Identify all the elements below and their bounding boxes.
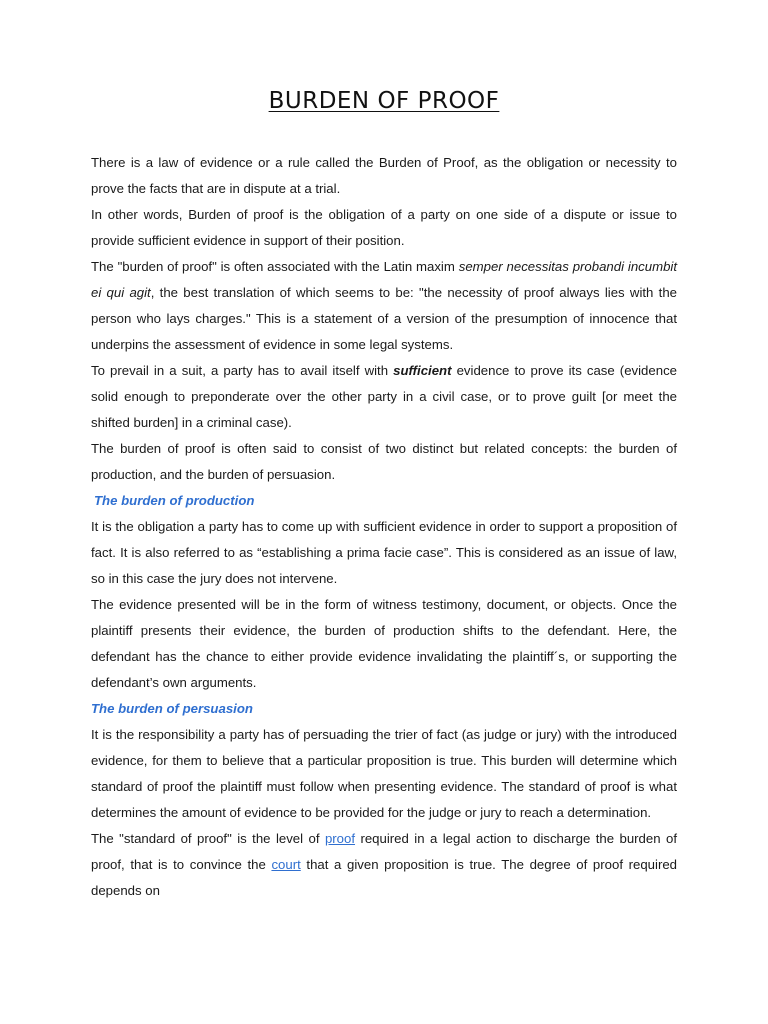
paragraph-production-definition: It is the obligation a party has to come up with sufficient evidence in order to support a proposition of fact. It is also referred to as “establishing a prima facie case”. This is considered as an issue of law, so in this case the jury does not intervene. <box>91 519 677 586</box>
maxim-translation-text: , the best translation of which seems to be: "the necessity of proof always lies with the person who lays charges." This is a statement of a version of the presumption of innocence that underpins the assessment of evidence in some legal systems. <box>91 285 677 352</box>
maxim-lead-text: The "burden of proof" is often associated with the Latin maxim <box>91 259 459 274</box>
paragraph-two-concepts: The burden of proof is often said to consist of two distinct but related concepts: the burden of production, and the burden of persuasion. <box>91 441 677 482</box>
document-body <box>91 150 677 904</box>
heading-burden-of-persuasion: The burden of persuasion <box>91 701 253 716</box>
latin-maxim: semper necessitas probandi incumbit ei qui agit <box>91 259 677 300</box>
heading-burden-of-production: The burden of production <box>94 493 255 508</box>
paragraph-persuasion-definition: It is the responsibility a party has of persuading the trier of fact (as judge or jury) with the introduced evidence, for them to believe that a particular proposition is true. This burden will determine which standard of proof the plaintiff must follow when presenting evidence. The standard of proof is what determines the amount of evidence to be provided for the judge or jury to reach a determination. <box>91 727 677 820</box>
paragraph-standard-of-proof <box>91 826 677 904</box>
sufficient-emphasis: sufficient <box>393 363 452 378</box>
prevail-lead-text: To prevail in a suit, a party has to avail itself with <box>91 363 394 378</box>
paragraph-intro: There is a law of evidence or a rule called the Burden of Proof, as the obligation or necessity to prove the facts that are in dispute at a trial. <box>91 155 677 196</box>
paragraph-latin-maxim <box>91 254 677 358</box>
paragraph-evidence-forms: The evidence presented will be in the form of witness testimony, document, or objects. Once the plaintiff presents their evidence, the burden of production shifts to the defendant. Here, the defendant has the chance to either provide evidence invalidating the plaintiff´s, or supporting the defendant’s own arguments. <box>91 597 677 690</box>
paragraph-definition: In other words, Burden of proof is the obligation of a party on one side of a dispute or issue to provide sufficient evidence in support of their position. <box>91 207 677 248</box>
standard-middle-text: required in a legal action to discharge the burden of proof, that is to convince the <box>91 831 677 872</box>
prevail-rest-text: evidence to prove its case (evidence solid enough to preponderate over the other party in a civil case, or to prove guilt [or meet the shifted burden] in a criminal case). <box>91 363 677 430</box>
standard-lead-text: The "standard of proof" is the level of <box>91 831 325 846</box>
paragraph-prevail <box>91 358 677 436</box>
document-title: BURDEN OF PROOF <box>268 88 500 114</box>
standard-rest-text: that a given proposition is true. The degree of proof required depends on <box>91 857 678 898</box>
court-link[interactable]: court <box>271 857 301 872</box>
proof-link[interactable]: proof <box>324 831 356 846</box>
